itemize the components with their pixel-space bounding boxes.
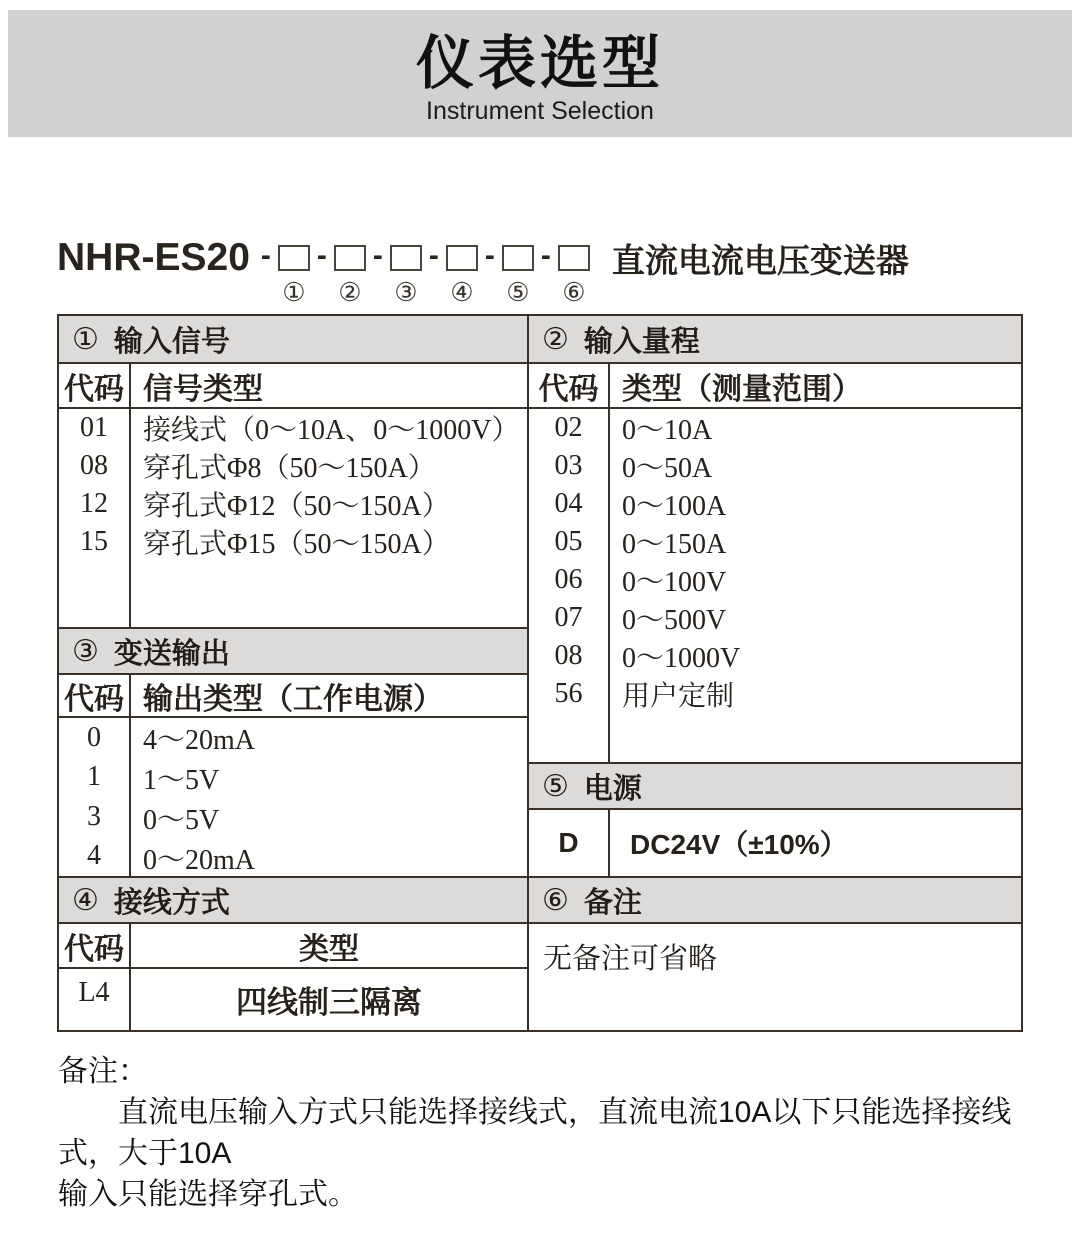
model-slots [254,239,590,307]
model-slot [446,245,478,307]
slot-number-label: ⑥ [562,278,586,307]
type-column [131,718,527,876]
code-cell: 12 [80,488,108,519]
section-number: ④ [72,883,99,917]
remark-content: 无备注可省略 [543,943,718,975]
section-header-remark [529,876,1021,924]
slot-number-label: ④ [450,278,474,307]
type-cell: 0～20mA [143,845,256,876]
model-code-line [57,236,909,307]
column-header-row [59,924,527,969]
section-label: 输入量程 [583,325,700,358]
code-cell: D [558,827,579,858]
dash-separator: - [540,239,551,272]
dash-separator: - [316,239,327,272]
section-header-input-signal [59,316,527,364]
model-slot-group [478,239,534,307]
code-cell: 0 [87,721,101,753]
section-header-wiring [59,876,527,924]
slot-number-label: ⑤ [506,278,530,307]
dash-separator: - [484,239,495,272]
power-body [529,810,1021,876]
type-cell: 0～500V [622,605,727,636]
model-slot-box [502,245,534,271]
model-slot-box [446,245,478,271]
code-cell: 08 [554,640,583,671]
type-column [610,810,1021,876]
type-cell: DC24V（±10%） [630,829,848,860]
type-header-cell: 类型（测量范围） [622,372,862,406]
footnote-line: 直流电压输入方式只能选择接线式，直流电流10A以下只能选择接线式，大于10A [58,1096,1012,1170]
code-cell: 02 [554,412,583,443]
model-slot [278,245,310,307]
code-cell: 15 [80,526,108,557]
page-title: 仪表选型 [415,31,664,96]
type-cell: 0～50A [622,453,713,484]
code-column [59,718,131,876]
section-number: ② [542,322,569,356]
type-cell: 1～5V [143,765,220,796]
slot-number-label: ② [338,278,362,307]
dash-separator: - [372,239,383,272]
model-slot-group [422,239,478,307]
type-cell: 0～100A [622,491,727,522]
type-header-cell: 类型 [299,932,359,966]
footnote-line: 输入只能选择穿孔式。 [58,1178,358,1211]
model-slot [502,245,534,307]
model-slot [558,245,590,307]
code-cell: 01 [80,412,108,443]
model-slot [390,245,422,307]
code-cell: 1 [87,761,101,793]
code-cell: 07 [554,602,583,633]
section-header-input-range [529,316,1021,364]
model-slot-box [558,245,590,271]
column-header-row [59,675,527,718]
slot-number-label: ③ [394,278,418,307]
type-cell: 0～5V [143,805,220,836]
type-header-cell: 信号类型 [143,372,263,406]
section-header-transmit-output [59,627,527,675]
type-cell: 用户定制 [622,681,735,712]
code-header-cell: 代码 [59,924,131,967]
type-cell: 0～100V [622,567,727,598]
type-column [131,409,527,627]
section-label: 备注 [583,886,642,919]
model-slot-box [278,245,310,271]
type-cell: 穿孔式Φ8（50～150A） [143,453,436,484]
column-header-row [529,364,1021,409]
type-cell: 接线式（0～10A、0～1000V） [143,415,520,446]
type-column [610,409,1021,762]
table-left-column [59,316,529,1030]
page-header-band [8,10,1072,137]
section-header-power [529,762,1021,810]
section-number: ③ [72,634,99,668]
code-cell: 4 [87,840,101,872]
type-cell: 穿孔式Φ15（50～150A） [143,529,450,560]
type-column [131,969,527,1030]
code-column [529,409,610,762]
code-cell: 04 [554,488,583,519]
type-cell: 穿孔式Φ12（50～150A） [143,491,450,522]
page-subtitle: Instrument Selection [426,97,654,125]
product-name: 直流电流电压变送器 [611,243,909,280]
column-header-row [59,364,527,409]
code-cell: 06 [554,564,583,595]
code-column [59,409,131,627]
footnote [58,1051,1044,1215]
type-cell: 0～150A [622,529,727,560]
section-label: 变送输出 [113,637,230,670]
model-slot-box [334,245,366,271]
table-right-column [529,316,1021,1030]
code-cell: L4 [78,977,110,1008]
transmit-output-body [59,718,527,876]
code-cell: 3 [87,800,101,832]
model-slot [334,245,366,307]
code-cell: 05 [554,526,583,557]
model-slot-group [254,239,310,307]
footnote-line: 备注： [58,1055,148,1088]
section-number: ⑤ [542,769,569,803]
code-header-cell: 代码 [59,364,131,407]
code-cell: 03 [554,450,583,481]
type-cell: 4～20mA [143,725,256,756]
section-label: 输入信号 [113,325,230,358]
dash-separator: - [260,239,271,272]
code-cell: 56 [554,678,583,709]
type-cell: 四线制三隔离 [236,985,422,1020]
code-cell: 08 [80,450,108,481]
section-label: 接线方式 [113,886,230,919]
section-number: ① [72,322,99,356]
type-cell: 0～10A [622,415,713,446]
selection-table [57,314,1023,1032]
code-header-cell: 代码 [59,675,131,716]
model-slot-group [534,239,590,307]
code-column [529,810,610,876]
code-column [59,969,131,1030]
input-range-body [529,409,1021,762]
type-header-cell: 输出类型（工作电源） [143,682,443,716]
input-signal-body [59,409,527,627]
type-cell: 0～1000V [622,643,741,674]
code-header-cell: 代码 [529,364,610,407]
model-slot-box [390,245,422,271]
model-slot-group [310,239,366,307]
dash-separator: - [428,239,439,272]
wiring-body [59,969,527,1030]
section-number: ⑥ [542,883,569,917]
model-slot-group [366,239,422,307]
slot-number-label: ① [282,278,306,307]
model-prefix: NHR-ES20 [57,236,250,279]
section-label: 电源 [583,772,642,805]
